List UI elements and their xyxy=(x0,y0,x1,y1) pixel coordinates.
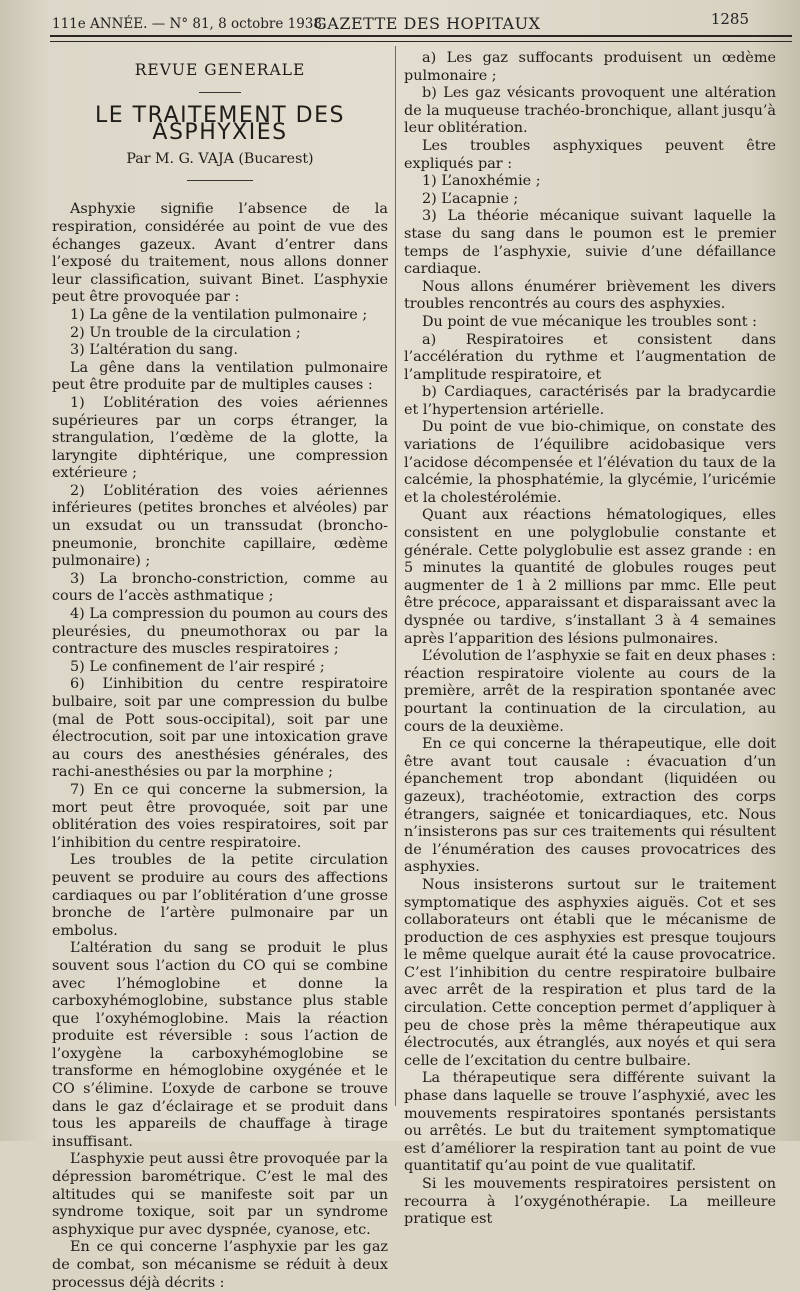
paragraph: 3) L’altération du sang. xyxy=(70,342,238,359)
journal-name: GAZETTE DES HOPITAUX xyxy=(314,14,541,33)
right-column xyxy=(404,50,776,1229)
paragraph: 1) L’oblitération des voies aériennes supérieures par un corps étranger, la strangulation, l’œdème de la glotte, la laryngite diphtérique, une compression extérieure ; xyxy=(52,394,388,482)
paragraph: 1) L’anoxhémie ; xyxy=(422,173,541,190)
paragraph: b) Cardiaques, caractérisés par la bradycardie et l’hypertension artérielle. xyxy=(404,384,776,418)
paragraph: 2) L’oblitération des voies aériennes inférieures (petites bronches et alvéoles) par un exsudat ou un transsudat (broncho-pneumonie, bronchite capillaire, œdème pulmonaire) ; xyxy=(52,482,388,570)
paragraph: Nous insisterons surtout sur le traitement symptomatique des asphyxies aiguës. Cot et ses collaborateurs ont établi que le mécanisme de production de ces asphyxies est presque toujours le même quelque aurait été la cause provocatrice. C’est l’inhibition du centre respiratoire bulbaire avec arrêt de la respiration et plus tard de la circulation. Cette conception permet d’appliquer à peu de chose près la même thérapeutique aux électrocutés, aux étranglés, aux noyés et qui sera celle de l’excitation du centre bulbaire. xyxy=(404,876,776,1069)
section-label: REVUE GENERALE xyxy=(134,61,306,79)
paragraph: L’altération du sang se produit le plus souvent sous l’action du CO qui se combine avec l’hémoglobine et donne la carboxyhémoglobine, substance plus stable que l’oxyhémoglobine. Mais la réaction produite est réversible : sous l’action de l’oxygène la carboxyhémoglobine se transforme en hémoglobine oxygénée et le CO s’élimine. L’oxyde de carbone se trouve dans le gaz d’éclairage et se produit dans tous les appareils de chauffage à tirage insuffisant. xyxy=(52,940,388,1150)
paragraph: Les troubles asphyxiques peuvent être expliqués par : xyxy=(404,137,776,172)
header-rule xyxy=(50,35,792,37)
paragraph: Du point de vue mécanique les troubles sont : xyxy=(422,313,758,330)
paragraph: La thérapeutique sera différente suivant la phase dans laquelle se trouve l’asphyxié, avec les mouvements respiratoires spontanés persistants ou arrêtés. Le but du traitement symptomatique est d’améliorer la respiration tant au point de vue quantitatif qu’au point de vue qualitatif. xyxy=(404,1070,776,1175)
section-divider xyxy=(199,92,241,93)
paragraph: Asphyxie signifie l’absence de la respiration, considérée au point de vue des échanges gazeux. Avant d’entrer dans l’exposé du traitement, nous allons donner leur classification, suivant Binet. L’asphyxie peut être provoquée par : xyxy=(52,201,388,306)
paragraph: Du point de vue bio-chimique, on constate des variations de l’équilibre acidobasique vers l’acidose décompensée et l’élévation du taux de la calcémie, la phosphatémie, la glycémie, l’uricémie et la cholestérolémie. xyxy=(404,419,776,506)
paragraph: En ce qui concerne la thérapeutique, elle doit être avant tout causale : évacuation d’un épanchement trop abondant (liquidéen ou gazeux), trachéotomie, extraction des corps étrangers, saignée et tonicardiaques, etc. Nous n’insisterons pas sur ces traitements qui résultent de l’énumération des causes provocatrices des asphyxies. xyxy=(404,736,776,876)
issue-line: 111e ANNÉE. — N° 81, 8 octobre 1938. xyxy=(52,16,327,32)
paragraph: a) Respiratoires et consistent dans l’accélération du rythme et l’augmentation de l’amplitude respiratoire, et xyxy=(404,331,776,383)
left-column-body xyxy=(52,201,388,1292)
paragraph: L’évolution de l’asphyxie se fait en deux phases : réaction respiratoire violente au cours de la première, arrêt de la respiration spontanée avec pourtant la continuation de la circulation, au cours de la deuxième. xyxy=(404,648,776,735)
paragraph: 2) L’acapnie ; xyxy=(422,190,519,207)
paragraph: a) Les gaz suffocants produisent un œdème pulmonaire ; xyxy=(404,50,776,84)
column-separator xyxy=(395,46,396,1106)
paragraph: Nous allons énumérer brièvement les divers troubles rencontrés au cours des asphyxies. xyxy=(404,278,776,313)
header-rule-thin xyxy=(50,41,792,42)
right-column-body xyxy=(404,50,776,1229)
paragraph: 2) Un trouble de la circulation ; xyxy=(70,324,301,341)
paragraph: 1) La gêne de la ventilation pulmonaire ; xyxy=(70,306,368,323)
paragraph: L’asphyxie peut aussi être provoquée par la dépression barométrique. C’est le mal des altitudes qui se manifeste soit par un syndrome toxique, soit par un syndrome asphyxique pur avec dyspnée, cyanose, etc. xyxy=(52,1151,388,1238)
paragraph: 5) Le confinement de l’air respiré ; xyxy=(70,658,325,675)
left-column xyxy=(52,50,388,1292)
paragraph: b) Les gaz vésicants provoquent une altération de la muqueuse trachéo-bronchique, allant jusqu’à leur oblitération. xyxy=(404,85,776,137)
running-header xyxy=(52,12,767,34)
page-number: 1285 xyxy=(710,10,749,28)
paragraph: Les troubles de la petite circulation peuvent se produire au cours des affections cardiaques ou par l’oblitération d’une grosse bronche de l’artère pulmonaire par un embolus. xyxy=(52,852,388,939)
paragraph: 7) En ce qui concerne la submersion, la mort peut être provoquée, soit par une oblitération des voies respiratoires, soit par l’inhibition du centre respiratoire. xyxy=(52,781,388,851)
paragraph: 3) La broncho-constriction, comme au cours de l’accès asthmatique ; xyxy=(52,570,388,605)
title-divider xyxy=(187,180,253,181)
paragraph: Si les mouvements respiratoires persistent on recourra à l’oxygénothérapie. La meilleure pratique est xyxy=(404,1176,776,1228)
article-author: Par M. G. VAJA (Bucarest) xyxy=(126,150,314,167)
paragraph: La gêne dans la ventilation pulmonaire peut être produite par de multiples causes : xyxy=(52,359,388,394)
paragraph: 4) La compression du poumon au cours des pleurésies, du pneumothorax ou par la contracture des muscles respiratoires ; xyxy=(52,606,388,658)
paragraph: En ce qui concerne l’asphyxie par les gaz de combat, son mécanisme se réduit à deux processus déjà décrits : xyxy=(52,1239,388,1291)
paragraph: 3) La théorie mécanique suivant laquelle la stase du sang dans le poumon est le premier temps de l’asphyxie, suivie d’une défaillance cardiaque. xyxy=(404,208,776,278)
article-title: LE TRAITEMENT DES ASPHYXIES xyxy=(95,102,345,146)
paragraph: 6) L’inhibition du centre respiratoire bulbaire, soit par une compression du bulbe (mal de Pott sous-occipital), soit par une électrocution, soit par une intoxication grave au cours des anesthésies générales, des rachi-anesthésies ou par la morphine ; xyxy=(52,676,388,781)
paragraph: Quant aux réactions hématologiques, elles consistent en une polyglobulie constante et générale. Cette polyglobulie est assez grande : en 5 minutes la quantité de globules rouges peut augmenter de 1 à 2 millions par mmc. Elle peut être précoce, apparaissant et disparaissant avec la dyspnée ou tardive, s’installant 3 à 4 semaines après l’apparition des lésions pulmonaires. xyxy=(404,507,776,647)
